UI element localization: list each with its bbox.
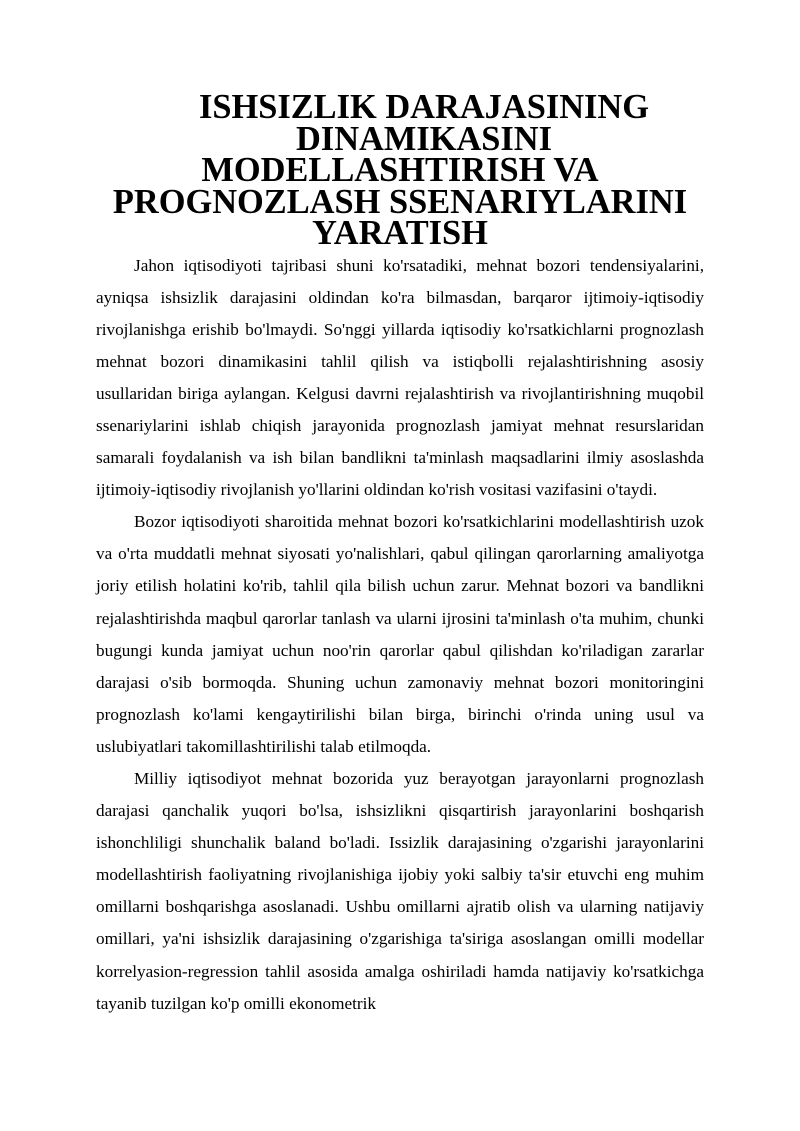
- paragraph-1: Jahon iqtisodiyoti tajribasi shuni ko'rsatadiki, mehnat bozori tendensiyalarini, ayniqsa ishsizlik darajasini oldindan ko'ra bilmasdan, barqaror ijtimoiy-iqtisodiy rivojlanishga erishib bo'lmaydi. So'nggi yillarda iqtisodiy ko'rsatkichlarni prognozlash mehnat bozori dinamikasini tahlil qilish va istiqbolli rejalashtirishning asosiy usullaridan biriga aylangan. Kelgusi davrni rejalashtirish va rivojlantirishning muqobil ssenariylarini ishlab chiqish jarayonida prognozlash jamiyat mehnat resurslaridan samarali foydalanish va ish bilan bandlikni ta'minlash maqsadlarini ilmiy asoslashda ijtimoiy-iqtisodiy rivojlanish yo'llarini oldindan ko'rish vositasi vazifasini o'taydi.: [96, 255, 704, 500]
- document-page: [96, 88, 704, 1020]
- paragraph-2: Bozor iqtisodiyoti sharoitida mehnat bozori ko'rsatkichlarini modellashtirish uzok va o'rta muddatli mehnat siyosati yo'nalishlari, qabul qilingan qarorlarning amaliyotga joriy etilish holatini ko'rib, tahlil qila bilish uchun zarur. Mehnat bozori va bandlikni rejalashtirishda maqbul qarorlar tanlash va ularni ijrosini ta'minlash o'ta muhim, chunki bugungi kunda jamiyat uchun noo'rin qarorlar qabul qilishdan ko'riladigan zararlar darajasi o'sib bormoqda. Shuning uchun zamonaviy mehnat bozori monitoringini prognozlash ko'lami kengaytirilishi bilan birga, birinchi o'rinda uning usul va uslubiyatlari takomillashtirilishi talab etilmoqda.: [96, 512, 704, 756]
- title-line-2: MODELLASHTIRISH VA PROGNOZLASH SSENARIYLARINI: [112, 151, 688, 221]
- title-line-3: YARATISH: [312, 214, 488, 252]
- document-title: [96, 88, 704, 252]
- paragraph-3: Milliy iqtisodiyot mehnat bozorida yuz berayotgan jarayonlarni prognozlash darajasi qanchalik yuqori bo'lsa, ishsizlikni qisqartirish jarayonlarini boshqarish ishonchliligi shunchalik baland bo'ladi. Issizlik darajasining o'zgarishi jarayonlarini modellashtirish faoliyatning rivojlanishiga ijobiy yoki salbiy ta'sir etuvchi eng muhim omillarni boshqarishga asoslanadi. Ushbu omillarni ajratib olish va ularning natijaviy omillari, ya'ni ishsizlik darajasining o'zgarishiga ta'siriga asoslangan omilli modellar korrelyasion-regression tahlil asosida amalga oshiriladi hamda natijaviy ko'rsatkichga tayanib tuzilgan ko'p omilli ekonometrik: [96, 769, 704, 1013]
- title-line-1: ISHSIZLIK DARAJASINING DINAMIKASINI: [198, 88, 650, 158]
